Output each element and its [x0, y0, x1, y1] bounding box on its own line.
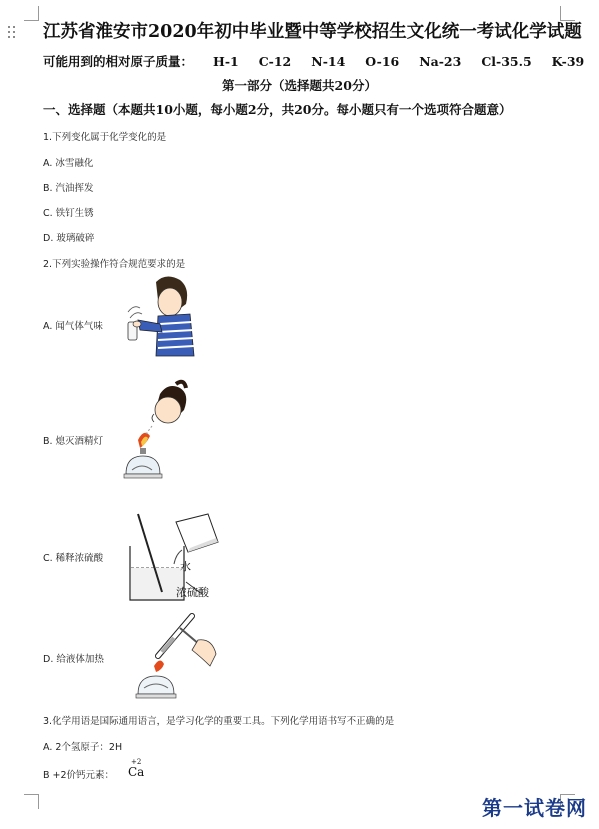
- q3-stem: 3.化学用语是国际通用语言，是学习化学的重要工具。下列化学用语书写不正确的是: [43, 716, 395, 727]
- q1-option-d: D. 玻璃破碎: [43, 233, 95, 244]
- acid-label: 浓硫酸: [176, 586, 209, 599]
- q2-option-a: A. 闻气体气味: [43, 321, 103, 332]
- q2-option-b: B. 熄灭酒精灯: [43, 436, 104, 447]
- diluting-acid-illustration: [118, 508, 224, 608]
- water-label: 水: [180, 560, 191, 573]
- atomic-mass-item: Cl-35.5: [481, 54, 532, 69]
- drag-handle-icon[interactable]: [8, 26, 18, 40]
- q2-stem: 2.下列实验操作符合规范要求的是: [43, 259, 186, 270]
- part-heading: 第一部分（选择题共20分）: [222, 78, 377, 93]
- alcohol-lamp-illustration: [118, 378, 194, 490]
- atomic-mass-item: N-14: [311, 54, 346, 69]
- q1-option-a: A. 冰雪融化: [43, 158, 94, 169]
- atomic-mass-item: O-16: [365, 54, 400, 69]
- q3-option-b: [43, 767, 114, 781]
- section-heading: 一、选择题（本题共10小题，每小题2分，共20分。每小题只有一个选项符合题意）: [43, 102, 512, 117]
- heating-liquid-illustration: [118, 610, 218, 702]
- calcium-charge: +2: [131, 758, 142, 766]
- q1-stem: 1.下列变化属于化学变化的是: [43, 132, 167, 143]
- atomic-mass-item: H-1: [213, 54, 239, 69]
- q3-option-b-prefix: B +2价钙元素：: [43, 770, 115, 781]
- atomic-mass-item: K-39: [551, 54, 585, 69]
- q2-option-c: C. 稀释浓硫酸: [43, 553, 104, 564]
- q3-option-a: A. 2个氢原子：2H: [43, 742, 123, 753]
- crop-mark-bottom-left: [24, 794, 39, 809]
- q1-option-b: B. 汽油挥发: [43, 183, 94, 194]
- q1-option-c: C. 铁钉生锈: [43, 208, 94, 219]
- smelling-gas-illustration: [118, 274, 198, 358]
- crop-mark-top-left: [24, 6, 39, 21]
- atomic-masses-label: 可能用到的相对原子质量：: [43, 54, 194, 69]
- exam-title: 江苏省淮安市2020年初中毕业暨中等学校招生文化统一考试化学试题: [43, 22, 582, 42]
- calcium-symbol: Ca: [128, 765, 145, 779]
- footer-watermark: 第一试卷网: [482, 796, 587, 820]
- q2-option-d: D. 给液体加热: [43, 654, 104, 665]
- atomic-mass-item: Na-23: [419, 54, 462, 69]
- atomic-mass-item: C-12: [258, 54, 292, 69]
- atomic-masses-line: [43, 52, 584, 70]
